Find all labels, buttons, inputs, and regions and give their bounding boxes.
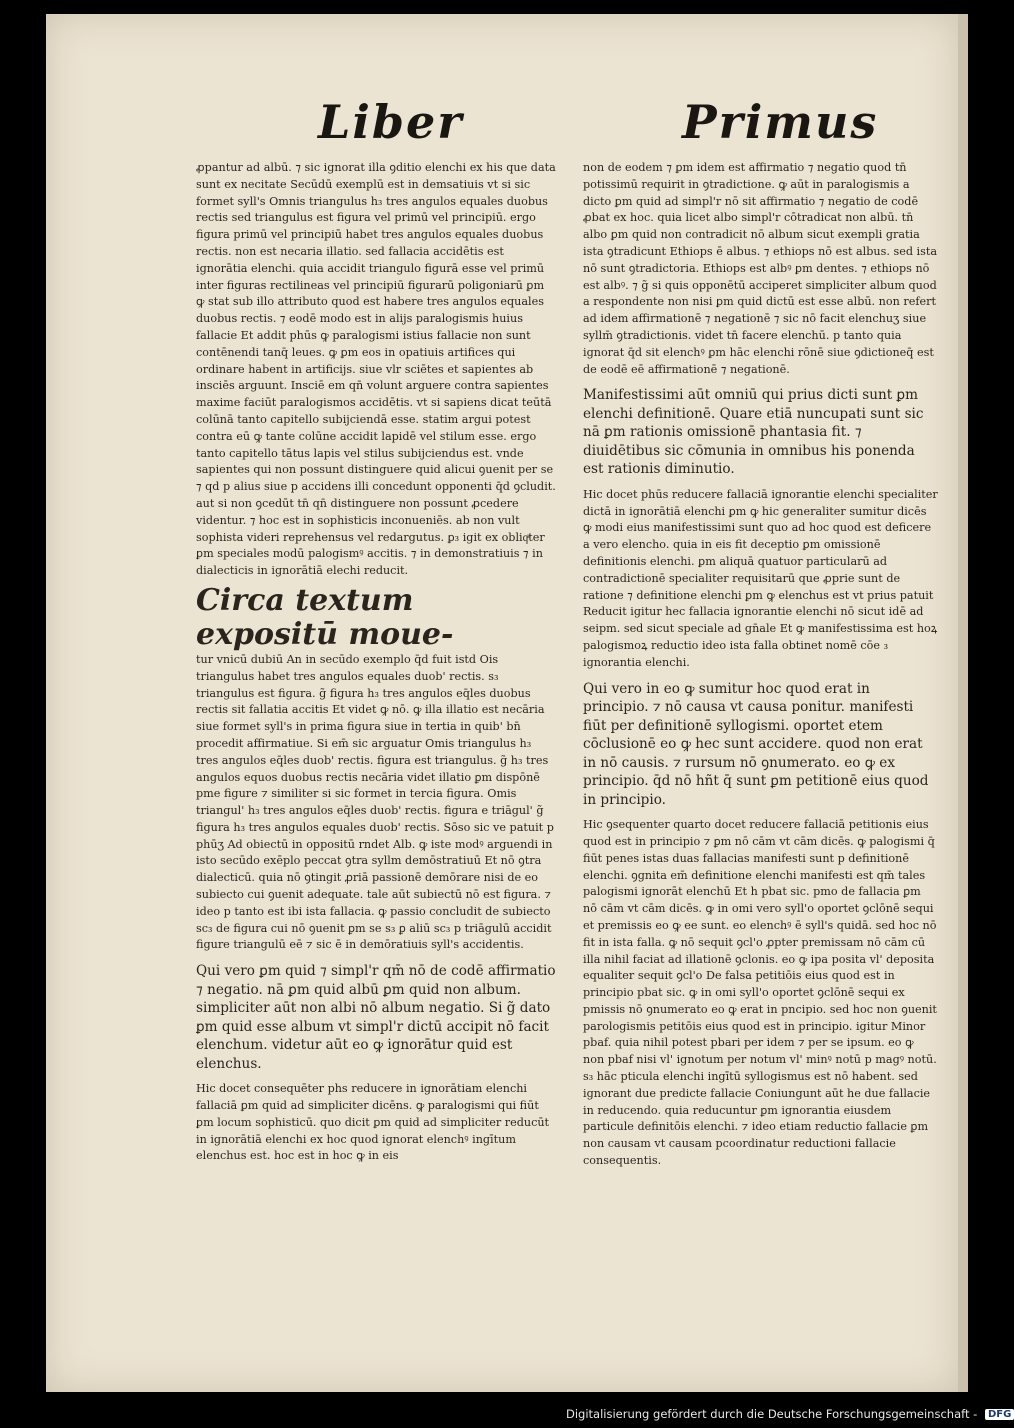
page-edge	[958, 14, 968, 1392]
footer-text: Digitalisierung gefördert durch die Deutsche Forschungsgemeinschaft -	[566, 1407, 978, 1421]
left-paragraph-1: ꝓpantur ad albū. ⁊ sic ignorat illa ꝯditio elenchi ex his que data sunt ex necitate Secūdū exemplū est in demsatiuis vt si sic formet syll's Omnis triangulus h₃ tres angulos equales duobus rectis sed triangulus est figura vel primū vel principiū. ergo figura primū vel principiū habet tres angulos equales duobus rectis. non est necaria illatio. sed fallacia accidētis est ignorātia elenchi. quia accidit triangulo figurā esse vel primū inter figuras rectilineas vel principiū figurarū poligoniarū ꝑm ꝙ stat sub illo attributo quod est habere tres angulos equales duobus rectis. ⁊ eodē modo est in alijs paralogismis huius fallacie Et addit phūs ꝙ paralogismi istius fallacie non sunt contēnendi tanq̄ leues. ꝙ ꝑm eos in opatiuis artifices qui ordinare habent in artificijs. siue vlr sciētes et sapientes ab insciēs arguunt. Insciē em qn̄ volunt arguere contra sapientes maxime faciūt paralogismos accidētis. vt si sapiens dicat teūtā colūnā tanto capitello subijciendā esse. statim argui potest contra eū ꝙ tante colūne accidit lapidē vel stilum esse. ergo tanto capitello tātus lapis vel stilus subijciendus est. vnde sapientes qui non possunt distinguere quid alicui ꝯuenit per se ⁊ qd p alius siue p accidens illi concedunt opponenti q̄d ꝯcludit. aut si non ꝯcedūt tn̄ qn̄ distinguere non possunt ꝓcedere videntur. ⁊ hoc est in sophisticis inconueniēs. ab non vult sophista videri reprehensus vel redargutus. ꝑ₃ igit ex obliqͣter ꝑm speciales modū palogismꝰ accitis. ⁊ in demonstratiuis ⁊ in dialecticis in ignorātiā elechi reducit.	[196, 161, 556, 578]
right-text-lemma-1: Manifestissimi aūt omniū qui prius dicti sunt ꝑm elenchi definitionē. Quare etiā nuncupati sunt sic nā ꝑm rationis omissionē phantasia fit. ⁊ diuidētibus sic cōmunia in omnibus his ponenda est rationis diminutio.	[583, 387, 924, 478]
dfg-logo: DFG	[985, 1409, 1014, 1420]
left-column	[196, 160, 556, 1165]
funding-footer	[566, 1407, 1014, 1421]
section-heading: Circa textum expositū moue-	[196, 582, 454, 652]
left-paragraph-2: tur vnicū dubiū An in secūdo exemplo q̄d fuit istd Ois triangulus habet tres angulos equales duob' rectis. s₃ triangulus est figura. g̃ figura h₃ tres angulos eq̄les duobus rectis sit fallatia accitis Et videt ꝙ nō. ꝙ illa illatio est necāria siue formet syll's in prima figura siue in tertia in quib' bn̄ procedit affirmatiue. Si em̄ sic arguatur Omis triangulus h₃ tres angulos eq̄les duob' rectis. figura est triangulus. g̃ h₃ tres angulos equos duobus rectis necāria videt illatio ꝑm dispōnē pme figure ⁊ similiter si sic formet in tercia figura. Omis triangul' h₃ tres angulos eq̄les duob' rectis. figura e triāgul' g̃ figura h₃ tres angulos equales duob' rectis. Sōso sic ve patuit p phūʒ Ad obiectū in oppositū rndet Alb. ꝙ iste modꝰ arguendi in isto secūdo exēplo peccat ꝯtra syllm demōstratiuū Et nō ꝯtra dialecticū. quia nō ꝯtingit ꝓriā passionē demōrare nisi de eo subiecto cui ꝯuenit adequate. tale aūt subiectū nō est figura. ⁊ ideo p tanto est ibi ista fallacia. ꝙ passio concludit de subiecto sc₃ de figura cui nō ꝯuenit ꝑm se s₃ ꝑ aliū sc₃ p triāgulū accidit figure triangulū eē ⁊ sic ē in demōratiuis syll's accidentis.	[196, 652, 554, 952]
running-head-left: Liber	[318, 95, 464, 149]
left-paragraph-4: Hic docet consequēter phs reducere in ignorātiam elenchi fallaciā ꝑm quid ad simpliciter dicēns. ꝙ paralogismi qui fiūt ꝑm locum sophisticū. quo dicit ꝑm quid ad simpliciter reducūt in ignorātiā elenchi ex hoc quod ignorat elenchꝰ ingītum elenchus est. hoc est in hoc ꝙ in eis	[196, 1082, 550, 1163]
left-text-lemma: Qui vero ꝑm quid ⁊ simpl'r qm̄ nō de codē affirmatio ⁊ negatio. nā ꝑm quid albū ꝑm quid non album. simpliciter aūt non albi nō album negatio. Si g̃ dato ꝑm quid esse album vt simpl'r dictū accipit nō facit elenchum. videtur aūt eo ꝙ ignorātur quid est elenchus.	[196, 963, 556, 1072]
running-head-right: Primus	[682, 95, 879, 149]
right-paragraph-3: Hic docet phūs reducere fallaciā ignorantie elenchi specialiter dictā in ignorātiā elenchi ꝑm ꝙ hic generaliter sumitur dicēs ꝙ modi eius manifestissimi sunt quo ad hoc quod est deficere a vero elencho. quia in eis fit deceptio ꝑm omissionē definitionis elenchi. ꝑm aliquā quatuor particularū ad contradictionē specialiter requisitarū que ꝓprie sunt de ratione ⁊ definitione elenchi ꝑm ꝙ elenchus est vt prius patuit Reducit igitur hec fallacia ignorantie elenchi nō sicut idē ad seipm. sed sicut speciale ad gn̄ale Et ꝙ manifestissima est hoꝝ palogismoꝝ reductio ideo ista falla obtinet nomē cōe ₃ ignorantia elenchi.	[583, 487, 938, 669]
right-column	[583, 160, 938, 1170]
right-text-lemma-2: Qui vero in eo ꝙ sumitur hoc quod erat in principio. ⁊ nō causa vt causa ponitur. manifesti fiūt per definitionē syllogismi. oportet etem cōclusionē eo ꝙ hec sunt accidere. quod non erat in nō causis. ⁊ rursum nō ꝯnumerato. eo ꝙ ex principio. q̄d nō hñt q̄ sunt ꝑm petitionē eius quod in principio.	[583, 680, 929, 808]
right-paragraph-1: non de eodem ⁊ ꝑm idem est affirmatio ⁊ negatio quod tn̄ potissimū requirit in ꝯtradictione. ꝙ aūt in paralogismis a dicto ꝑm quid ad simpl'r nō sit affirmatio ⁊ negatio de codē ꝓbat ex hoc. quia licet albo simpl'r cōtradicat non albū. tn̄ albo ꝑm quid non contradicit nō album sicut exempli gratia ista ꝯtradicunt Ethiops ē albus. ⁊ ethiops nō est albus. sed ista nō sunt ꝯtradictoria. Ethiops est albꝰ ꝑm dentes. ⁊ ethiops nō est albꝰ. ⁊ g̃ si quis opponētū acciperet simpliciter album quod a respondente non nisi ꝑm quid dictū est esse albū. non refert ad idem affirmationē ⁊ negationē ⁊ sic nō facit elenchuʒ siue syllm̄ ꝯtradictionis. videt tn̄ facere elenchū. p tanto quia ignorat q̄d sit elenchꝰ ꝑm hāc elenchi rōnē siue ꝯdictioneq̄ est de eodē eē affirmationē ⁊ negationē.	[583, 161, 938, 376]
right-paragraph-5: Hic ꝯsequenter quarto docet reducere fallaciā petitionis eius quod est in principio ⁊ ꝑm nō cām vt cām dicēs. ꝙ palogismi q̄ fiūt penes istas duas fallacias manifesti sunt p definitionē elenchi. ꝯgnita em̄ definitione elenchi manifesti est qm̄ tales palogismi ignorāt elenchū Et h pbat sic. pmo de fallacia ꝑm nō cām vt cām dicēs. ꝙ in omi vero syll'o oportet ꝯclōnē sequi et premissis eo ꝙ ee sunt. eo elenchꝰ ē syll's quidā. sed hoc nō fit in ista falla. ꝙ nō sequit ꝯcl'o ꝓpter premissam nō cām cū illa nihil faciat ad illationē ꝯclonis. eo ꝙ ipa posita vl' deposita equaliter sequit ꝯcl'o De falsa petitiōis eius quod est in principio pbat sic. ꝙ in omi syll'o oportet ꝯclōnē sequi ex pmissis nō ꝯnumerato eo ꝙ erat in pncipio. sed hoc non ꝯuenit parologismis petitōis eius quod est in principio. igitur Minor pbaf. quia nihil potest pbari per idem ⁊ per se ipsum. eo ꝙ non pbaf nisi vl' ignotum per notum vl' minꝰ notū p magꝰ notū. s₃ hāc pticula elenchi ingītū syllogismus est nō habent. sed ignorant due predicte fallacie Coniungunt aūt he due fallacie in reducendo. quia reducuntur ꝑm ignorantia eiusdem particule definitōis elenchi. ⁊ ideo etiam reductio fallacie ꝑm non causam vt causam pcoordinatur reductioni fallacie consequentis.	[583, 818, 937, 1168]
